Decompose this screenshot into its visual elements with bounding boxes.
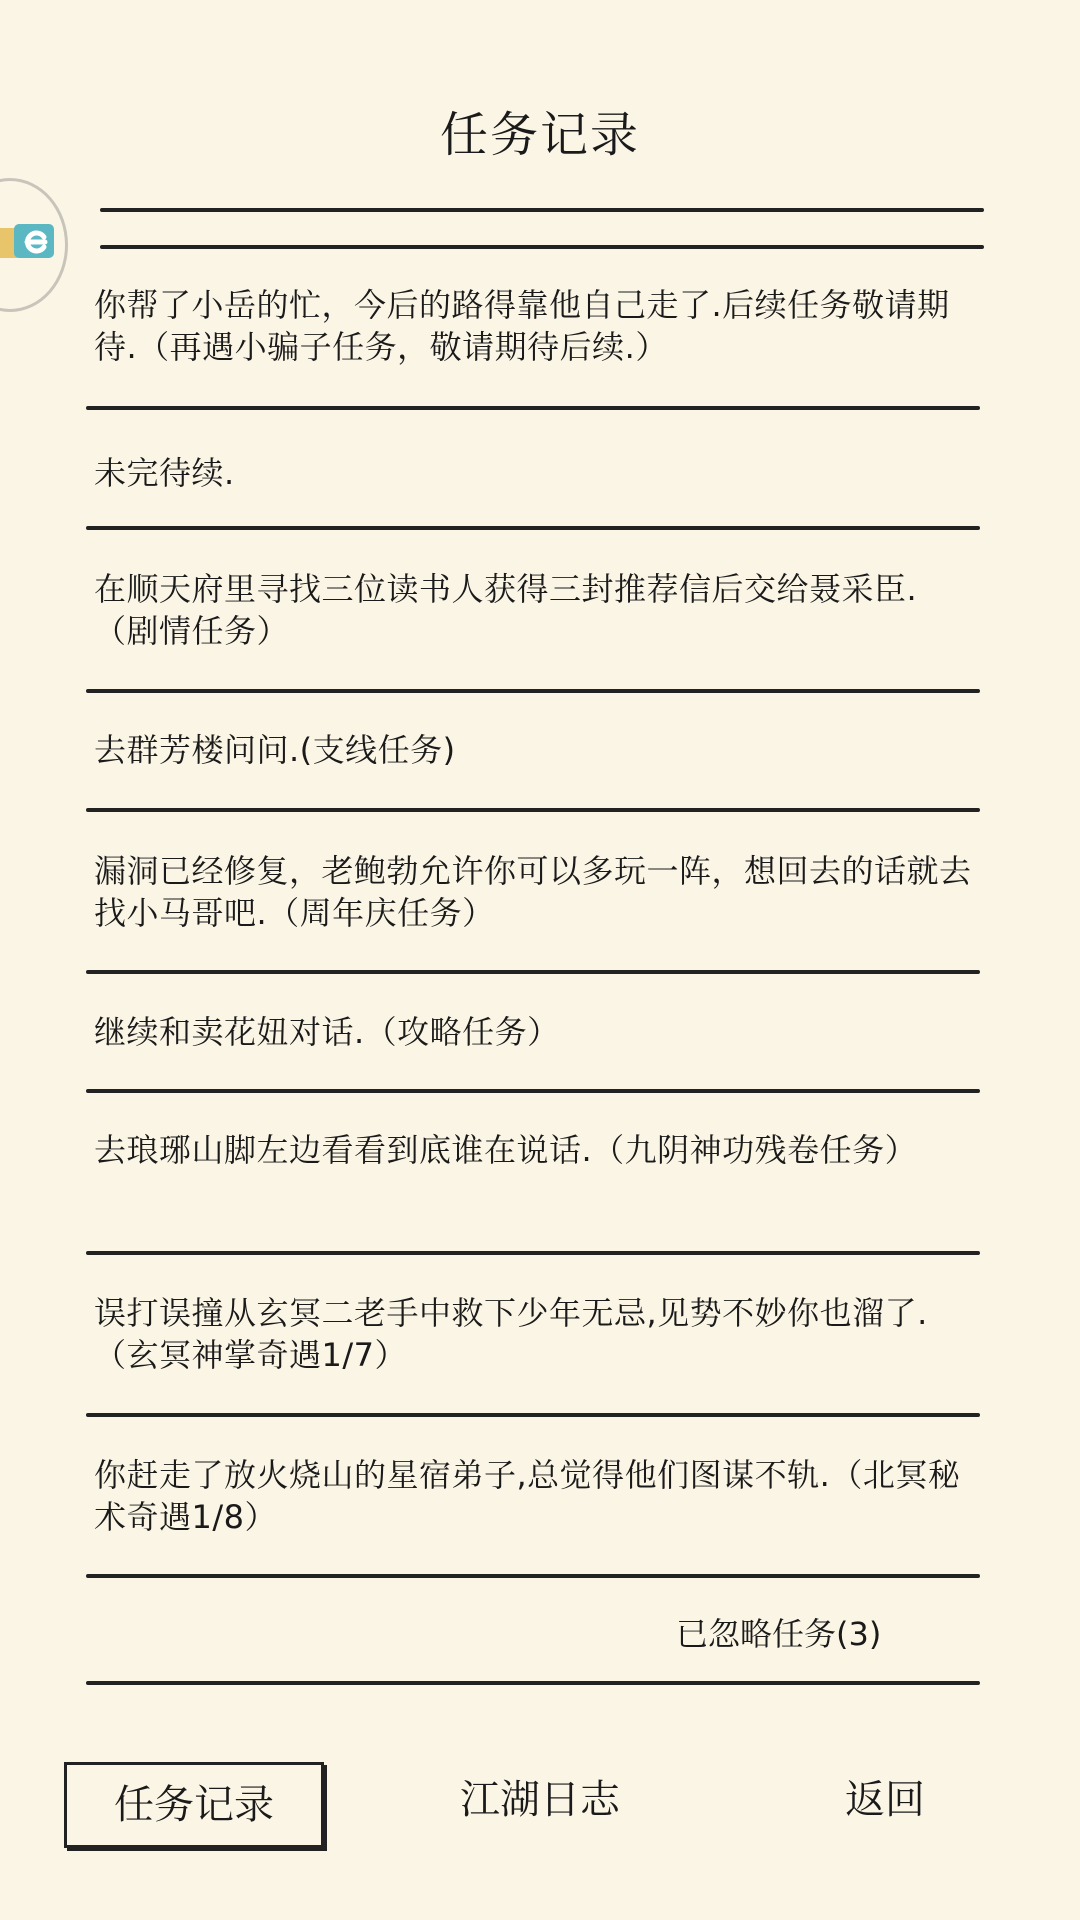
header-divider-bottom [100, 245, 984, 249]
quest-divider [86, 526, 980, 530]
quest-entry: 去群芳楼问问.(支线任务) [94, 731, 456, 769]
quest-entry: 去琅琊山脚左边看看到底谁在说话.（九阴神功残卷任务） [94, 1131, 918, 1169]
ignored-divider [86, 1681, 980, 1685]
back-button[interactable]: 返回 [845, 1777, 925, 1823]
ignored-tasks-link[interactable]: 已忽略任务(3) [676, 1615, 882, 1653]
quest-divider [86, 1089, 980, 1093]
header-divider-top [100, 208, 984, 212]
quest-entry: 你帮了小岳的忙，今后的路得靠他自己走了.后续任务敬请期待.（再遇小骗子任务，敬请期待后续.） [94, 286, 950, 366]
quest-divider [86, 406, 980, 410]
quest-divider [86, 970, 980, 974]
app-logo-icon[interactable] [0, 220, 58, 270]
quest-entry: 误打误撞从玄冥二老手中救下少年无忌,见势不妙你也溜了.（玄冥神掌奇遇1/7） [94, 1294, 928, 1374]
page-title: 任务记录 [439, 107, 640, 163]
quest-divider [86, 808, 980, 812]
quest-divider [86, 1574, 980, 1578]
quest-entry: 在顺天府里寻找三位读书人获得三封推荐信后交给聂采臣.（剧情任务） [94, 570, 918, 650]
quest-entry: 你赶走了放火烧山的星宿弟子,总觉得他们图谋不轨.（北冥秘术奇遇1/8） [94, 1456, 961, 1536]
tab-task-record[interactable]: 任务记录 [64, 1762, 324, 1848]
quest-entry: 漏洞已经修复，老鲍勃允许你可以多玩一阵，想回去的话就去找小马哥吧.（周年庆任务） [94, 852, 972, 932]
tab-jianghu-log[interactable]: 江湖日志 [460, 1777, 620, 1823]
quest-divider [86, 1413, 980, 1417]
quest-divider [86, 1251, 980, 1255]
quest-entry: 未完待续. [94, 454, 235, 492]
quest-divider [86, 689, 980, 693]
quest-entry: 继续和卖花妞对话.（攻略任务） [94, 1013, 560, 1051]
